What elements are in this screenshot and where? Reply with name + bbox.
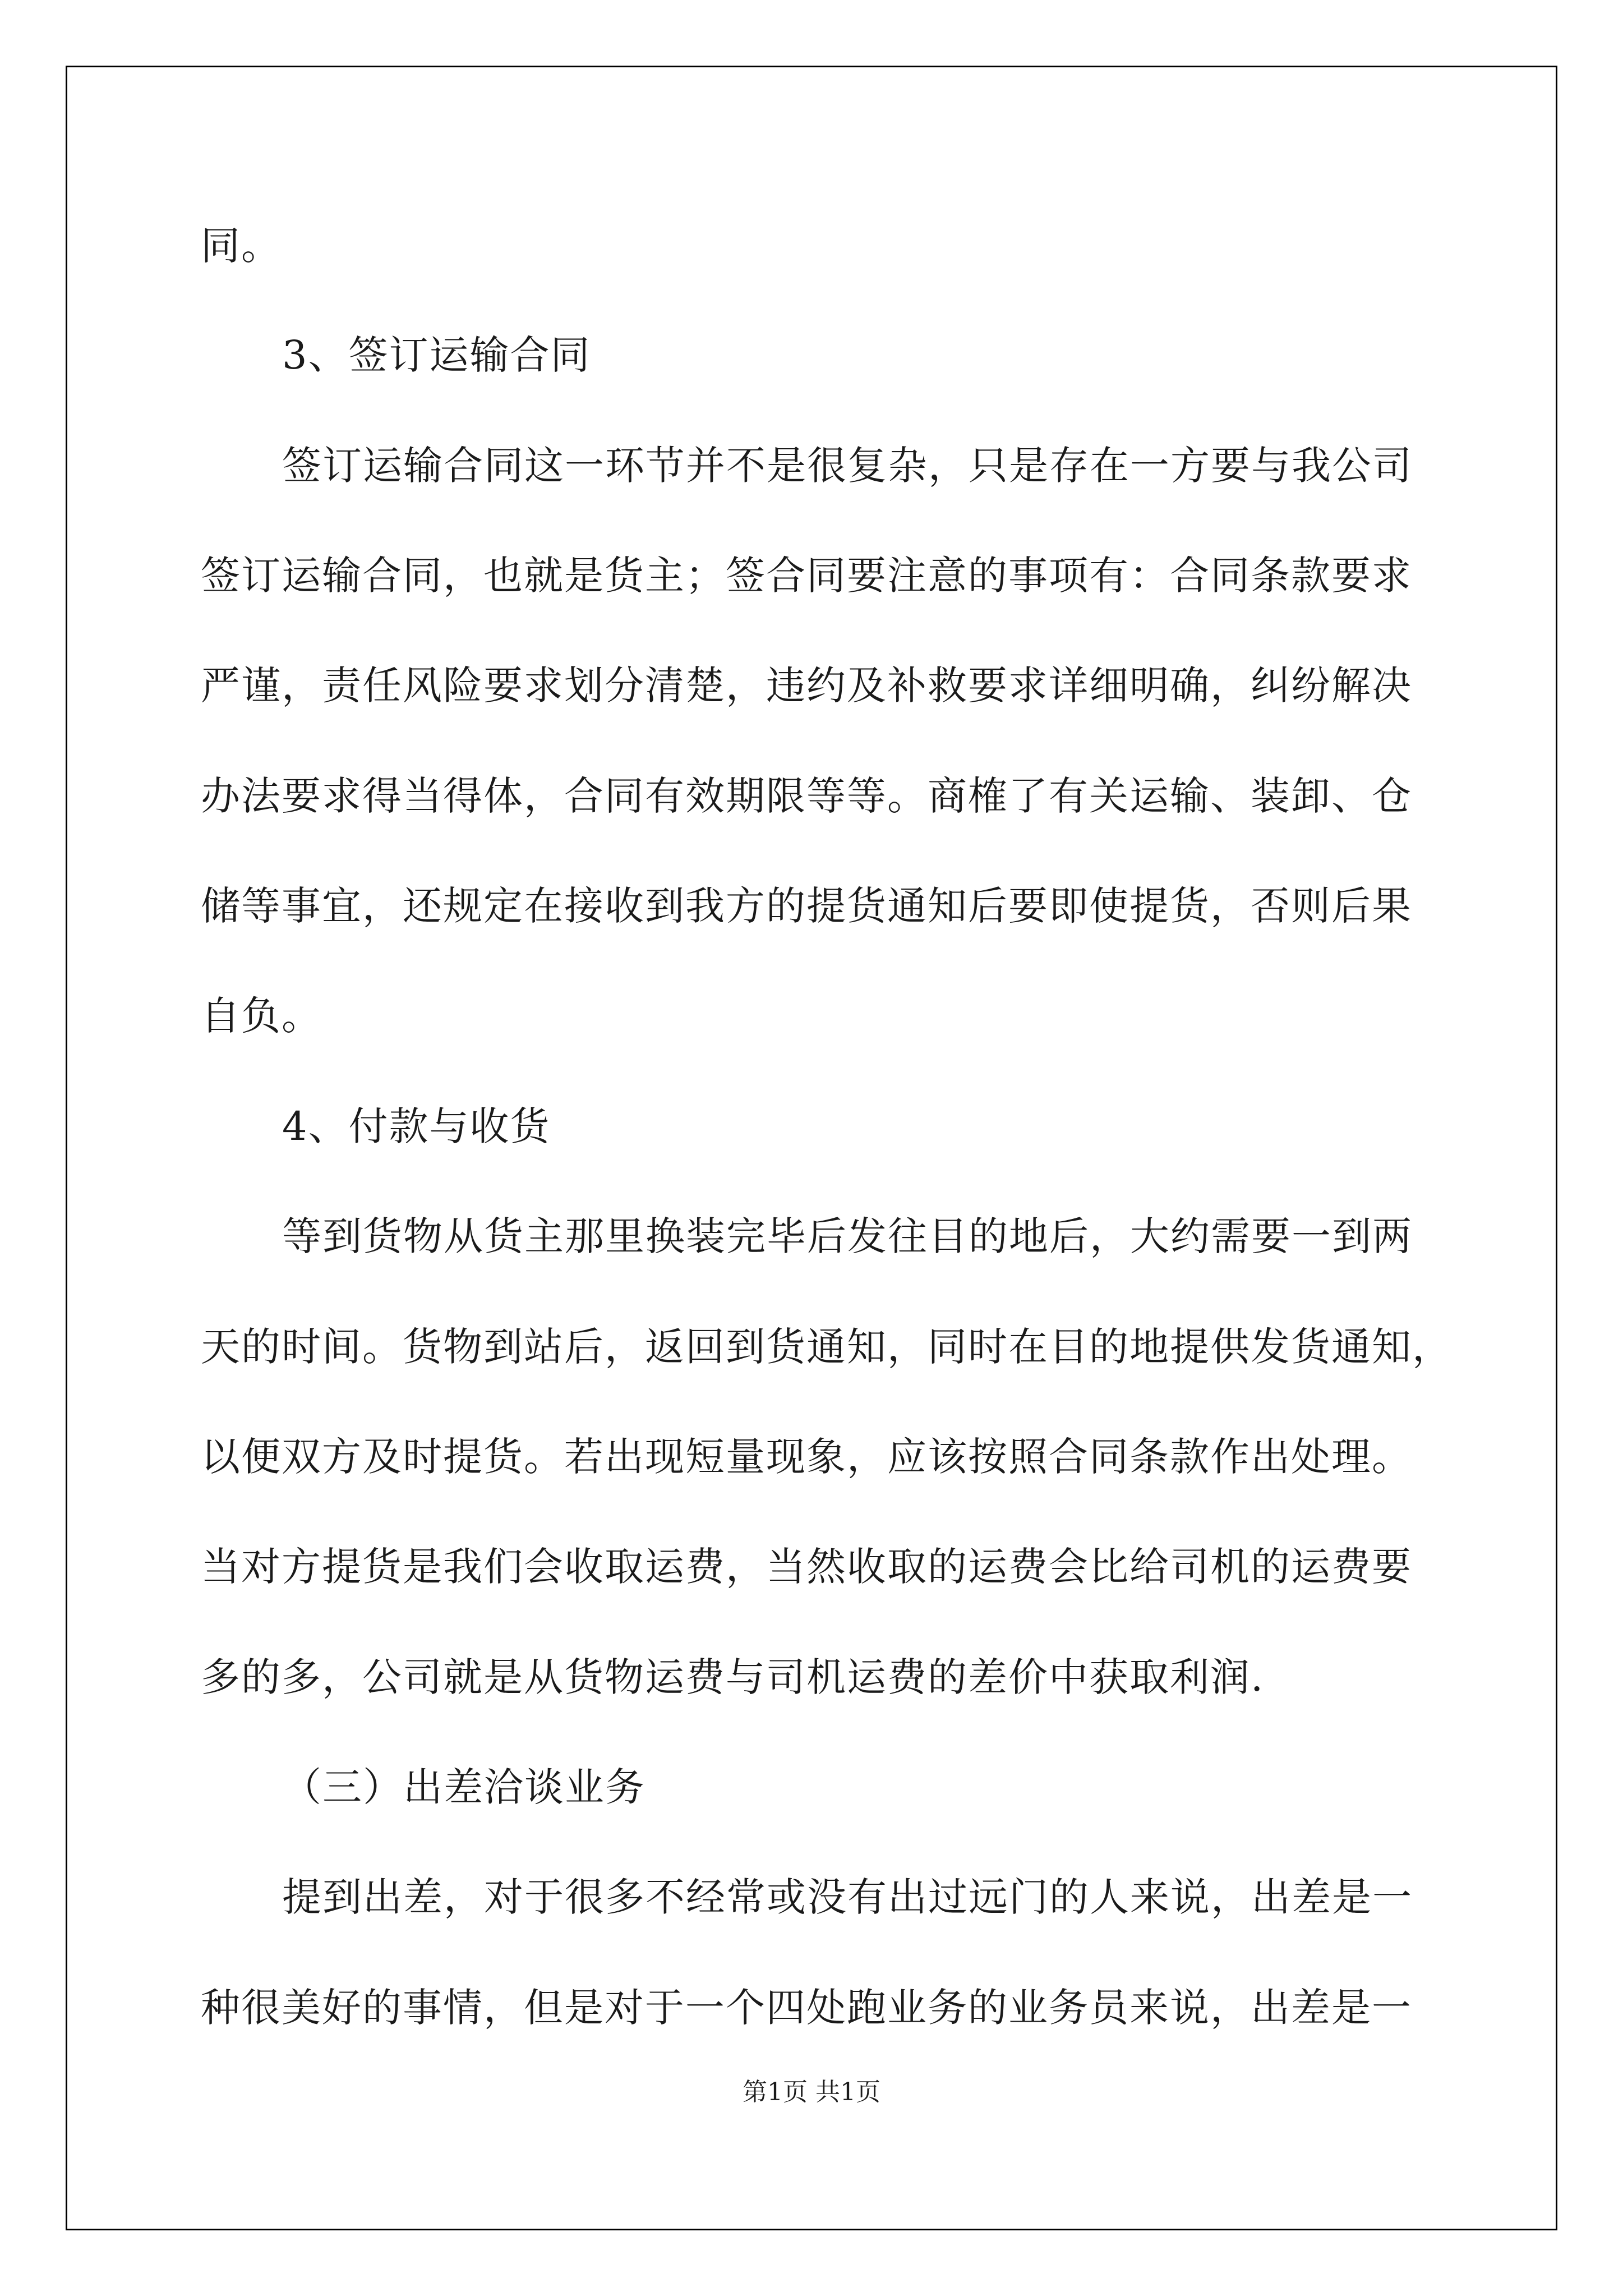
text-line: 签订运输合同，也就是货主；签合同要注意的事项有：合同条款要求 <box>201 553 1412 599</box>
text-line: 提到出差，对于很多不经常或没有出过远门的人来说，出差是一 <box>282 1874 1413 1920</box>
section-heading: （三）出差洽谈业务 <box>282 1764 645 1810</box>
text-line: 自负。 <box>201 993 322 1039</box>
text-line: 等到货物从货主那里换装完毕后发往目的地后，大约需要一到两 <box>282 1213 1413 1259</box>
text-line: 办法要求得当得体，合同有效期限等等。商榷了有关运输、装卸、仓 <box>201 773 1412 819</box>
text-line: 签订运输合同这一环节并不是很复杂，只是存在一方要与我公司 <box>282 443 1413 489</box>
text-line: 严谨，责任风险要求划分清楚，违约及补救要求详细明确，纠纷解决 <box>201 662 1412 708</box>
text-line: 当对方提货是我们会收取运费，当然收取的运费会比给司机的运费要 <box>201 1544 1412 1590</box>
text-line: 同。 <box>201 223 282 269</box>
text-line: 种很美好的事情，但是对于一个四处跑业务的业务员来说，出差是一 <box>201 1985 1412 2031</box>
section-heading: 4、付款与收货 <box>282 1103 551 1149</box>
section-heading: 3、签订运输合同 <box>282 332 591 378</box>
text-line: 多的多，公司就是从货物运费与司机运费的差价中获取利润. <box>201 1654 1265 1700</box>
text-line: 天的时间。货物到站后，返回到货通知，同时在目的地提供发货通知， <box>201 1324 1453 1370</box>
text-line: 以便双方及时提货。若出现短量现象，应该按照合同条款作出处理。 <box>201 1434 1412 1480</box>
page-footer: 第1页 共1页 <box>743 2078 880 2106</box>
text-line: 储等事宜，还规定在接收到我方的提货通知后要即使提货，否则后果 <box>201 883 1412 929</box>
